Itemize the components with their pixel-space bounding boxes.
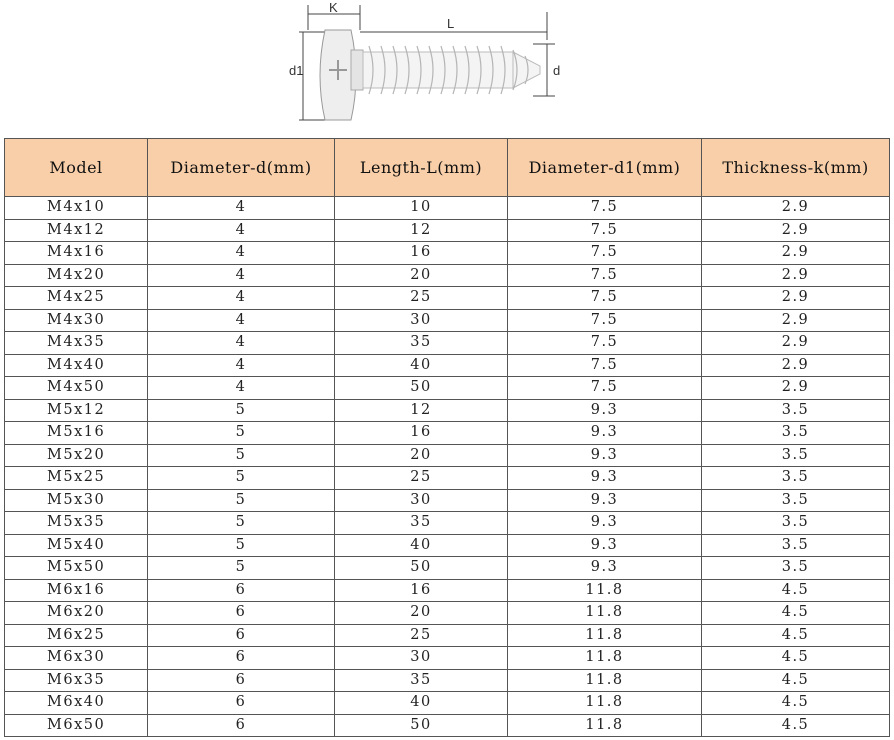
cell-diameter-d1: 9.3 bbox=[508, 422, 702, 445]
cell-diameter-d: 4 bbox=[148, 219, 335, 242]
cell-diameter-d: 4 bbox=[148, 332, 335, 355]
header-length-l: Length-L(mm) bbox=[335, 139, 508, 197]
cell-model: M4x20 bbox=[5, 264, 148, 287]
cell-length-l: 25 bbox=[335, 287, 508, 310]
screw-dimension-diagram bbox=[285, 0, 575, 130]
cell-diameter-d1: 9.3 bbox=[508, 512, 702, 535]
cell-model: M6x20 bbox=[5, 602, 148, 625]
cell-diameter-d1: 7.5 bbox=[508, 264, 702, 287]
table-row bbox=[5, 197, 890, 220]
cell-length-l: 30 bbox=[335, 647, 508, 670]
cell-diameter-d1: 11.8 bbox=[508, 647, 702, 670]
cell-diameter-d1: 9.3 bbox=[508, 489, 702, 512]
cell-diameter-d1: 7.5 bbox=[508, 377, 702, 400]
cell-model: M5x50 bbox=[5, 557, 148, 580]
cell-model: M6x16 bbox=[5, 579, 148, 602]
table-body bbox=[5, 197, 890, 737]
cell-diameter-d: 5 bbox=[148, 512, 335, 535]
cell-thickness-k: 2.9 bbox=[702, 219, 890, 242]
cell-length-l: 20 bbox=[335, 264, 508, 287]
cell-length-l: 40 bbox=[335, 534, 508, 557]
cell-diameter-d1: 7.5 bbox=[508, 332, 702, 355]
cell-diameter-d: 4 bbox=[148, 354, 335, 377]
table-row bbox=[5, 219, 890, 242]
cell-length-l: 50 bbox=[335, 714, 508, 737]
cell-length-l: 40 bbox=[335, 354, 508, 377]
cell-diameter-d1: 11.8 bbox=[508, 579, 702, 602]
cell-diameter-d1: 9.3 bbox=[508, 399, 702, 422]
table-row bbox=[5, 287, 890, 310]
cell-diameter-d1: 9.3 bbox=[508, 444, 702, 467]
table-row bbox=[5, 669, 890, 692]
table-row bbox=[5, 242, 890, 265]
cell-model: M4x10 bbox=[5, 197, 148, 220]
cell-thickness-k: 2.9 bbox=[702, 264, 890, 287]
cell-thickness-k: 2.9 bbox=[702, 242, 890, 265]
cell-diameter-d: 4 bbox=[148, 197, 335, 220]
table-row bbox=[5, 399, 890, 422]
cell-diameter-d1: 7.5 bbox=[508, 309, 702, 332]
cell-diameter-d: 6 bbox=[148, 602, 335, 625]
cell-thickness-k: 3.5 bbox=[702, 534, 890, 557]
cell-diameter-d1: 9.3 bbox=[508, 534, 702, 557]
cell-length-l: 10 bbox=[335, 197, 508, 220]
header-thickness-k: Thickness-k(mm) bbox=[702, 139, 890, 197]
cell-diameter-d: 5 bbox=[148, 467, 335, 490]
cell-diameter-d1: 11.8 bbox=[508, 692, 702, 715]
cell-diameter-d: 5 bbox=[148, 444, 335, 467]
cell-thickness-k: 4.5 bbox=[702, 692, 890, 715]
cell-model: M5x16 bbox=[5, 422, 148, 445]
table-row bbox=[5, 332, 890, 355]
cell-model: M6x30 bbox=[5, 647, 148, 670]
cell-diameter-d1: 7.5 bbox=[508, 354, 702, 377]
cell-model: M5x12 bbox=[5, 399, 148, 422]
label-k: K bbox=[329, 0, 338, 15]
cell-thickness-k: 3.5 bbox=[702, 489, 890, 512]
cell-length-l: 50 bbox=[335, 557, 508, 580]
table-row bbox=[5, 377, 890, 400]
cell-diameter-d: 5 bbox=[148, 557, 335, 580]
cell-thickness-k: 3.5 bbox=[702, 399, 890, 422]
cell-model: M5x35 bbox=[5, 512, 148, 535]
cell-thickness-k: 2.9 bbox=[702, 354, 890, 377]
cell-diameter-d: 6 bbox=[148, 624, 335, 647]
cell-diameter-d: 6 bbox=[148, 692, 335, 715]
header-diameter-d1: Diameter-d1(mm) bbox=[508, 139, 702, 197]
table-row bbox=[5, 264, 890, 287]
cell-thickness-k: 3.5 bbox=[702, 444, 890, 467]
cell-length-l: 25 bbox=[335, 467, 508, 490]
cell-model: M6x25 bbox=[5, 624, 148, 647]
cell-model: M6x50 bbox=[5, 714, 148, 737]
cell-thickness-k: 4.5 bbox=[702, 579, 890, 602]
cell-model: M4x35 bbox=[5, 332, 148, 355]
cell-diameter-d: 4 bbox=[148, 264, 335, 287]
table-row bbox=[5, 512, 890, 535]
cell-thickness-k: 3.5 bbox=[702, 512, 890, 535]
header-row bbox=[5, 139, 890, 197]
cell-model: M5x40 bbox=[5, 534, 148, 557]
cell-length-l: 35 bbox=[335, 669, 508, 692]
cell-model: M5x30 bbox=[5, 489, 148, 512]
table-row bbox=[5, 444, 890, 467]
cell-length-l: 12 bbox=[335, 219, 508, 242]
cell-thickness-k: 3.5 bbox=[702, 422, 890, 445]
cell-diameter-d1: 7.5 bbox=[508, 287, 702, 310]
label-d: d bbox=[553, 63, 561, 78]
cell-thickness-k: 2.9 bbox=[702, 287, 890, 310]
table-row bbox=[5, 354, 890, 377]
cell-length-l: 20 bbox=[335, 444, 508, 467]
cell-diameter-d: 4 bbox=[148, 287, 335, 310]
cell-length-l: 12 bbox=[335, 399, 508, 422]
table-row bbox=[5, 624, 890, 647]
cell-diameter-d: 5 bbox=[148, 534, 335, 557]
cell-model: M4x25 bbox=[5, 287, 148, 310]
cell-model: M4x30 bbox=[5, 309, 148, 332]
cell-length-l: 16 bbox=[335, 242, 508, 265]
header-diameter-d: Diameter-d(mm) bbox=[148, 139, 335, 197]
cell-length-l: 30 bbox=[335, 489, 508, 512]
screw-spec-table bbox=[4, 138, 890, 737]
cell-model: M6x40 bbox=[5, 692, 148, 715]
cell-model: M5x25 bbox=[5, 467, 148, 490]
cell-length-l: 35 bbox=[335, 332, 508, 355]
cell-length-l: 16 bbox=[335, 579, 508, 602]
table-row bbox=[5, 647, 890, 670]
cell-length-l: 16 bbox=[335, 422, 508, 445]
cell-length-l: 20 bbox=[335, 602, 508, 625]
cell-thickness-k: 3.5 bbox=[702, 557, 890, 580]
cell-diameter-d1: 9.3 bbox=[508, 557, 702, 580]
cell-diameter-d1: 9.3 bbox=[508, 467, 702, 490]
cell-length-l: 40 bbox=[335, 692, 508, 715]
cell-model: M4x12 bbox=[5, 219, 148, 242]
cell-diameter-d1: 11.8 bbox=[508, 714, 702, 737]
header-model: Model bbox=[5, 139, 148, 197]
cell-diameter-d: 6 bbox=[148, 647, 335, 670]
cell-diameter-d1: 11.8 bbox=[508, 624, 702, 647]
cell-model: M4x50 bbox=[5, 377, 148, 400]
label-d1: d1 bbox=[289, 63, 304, 78]
cell-diameter-d1: 7.5 bbox=[508, 197, 702, 220]
cell-diameter-d1: 11.8 bbox=[508, 669, 702, 692]
cell-diameter-d: 5 bbox=[148, 489, 335, 512]
label-l: L bbox=[447, 16, 455, 31]
cell-diameter-d1: 11.8 bbox=[508, 602, 702, 625]
table-row bbox=[5, 489, 890, 512]
cell-thickness-k: 3.5 bbox=[702, 467, 890, 490]
cell-length-l: 50 bbox=[335, 377, 508, 400]
cell-diameter-d: 5 bbox=[148, 422, 335, 445]
cell-diameter-d: 5 bbox=[148, 399, 335, 422]
cell-diameter-d: 6 bbox=[148, 579, 335, 602]
table-row bbox=[5, 692, 890, 715]
cell-diameter-d: 6 bbox=[148, 669, 335, 692]
cell-length-l: 25 bbox=[335, 624, 508, 647]
cell-diameter-d: 4 bbox=[148, 377, 335, 400]
cell-length-l: 35 bbox=[335, 512, 508, 535]
cell-thickness-k: 2.9 bbox=[702, 197, 890, 220]
cell-thickness-k: 4.5 bbox=[702, 624, 890, 647]
table-row bbox=[5, 422, 890, 445]
table-row bbox=[5, 557, 890, 580]
cell-thickness-k: 2.9 bbox=[702, 377, 890, 400]
cell-thickness-k: 2.9 bbox=[702, 309, 890, 332]
cell-model: M4x40 bbox=[5, 354, 148, 377]
table-row bbox=[5, 309, 890, 332]
cell-diameter-d: 6 bbox=[148, 714, 335, 737]
cell-diameter-d: 4 bbox=[148, 242, 335, 265]
cell-thickness-k: 2.9 bbox=[702, 332, 890, 355]
table-row bbox=[5, 534, 890, 557]
cell-thickness-k: 4.5 bbox=[702, 602, 890, 625]
cell-thickness-k: 4.5 bbox=[702, 714, 890, 737]
cell-thickness-k: 4.5 bbox=[702, 647, 890, 670]
cell-diameter-d: 4 bbox=[148, 309, 335, 332]
cell-length-l: 30 bbox=[335, 309, 508, 332]
cell-model: M4x16 bbox=[5, 242, 148, 265]
table-row bbox=[5, 602, 890, 625]
table-row bbox=[5, 579, 890, 602]
cell-model: M6x35 bbox=[5, 669, 148, 692]
cell-diameter-d1: 7.5 bbox=[508, 219, 702, 242]
table-row bbox=[5, 467, 890, 490]
cell-thickness-k: 4.5 bbox=[702, 669, 890, 692]
cell-model: M5x20 bbox=[5, 444, 148, 467]
cell-diameter-d1: 7.5 bbox=[508, 242, 702, 265]
table-row bbox=[5, 714, 890, 737]
